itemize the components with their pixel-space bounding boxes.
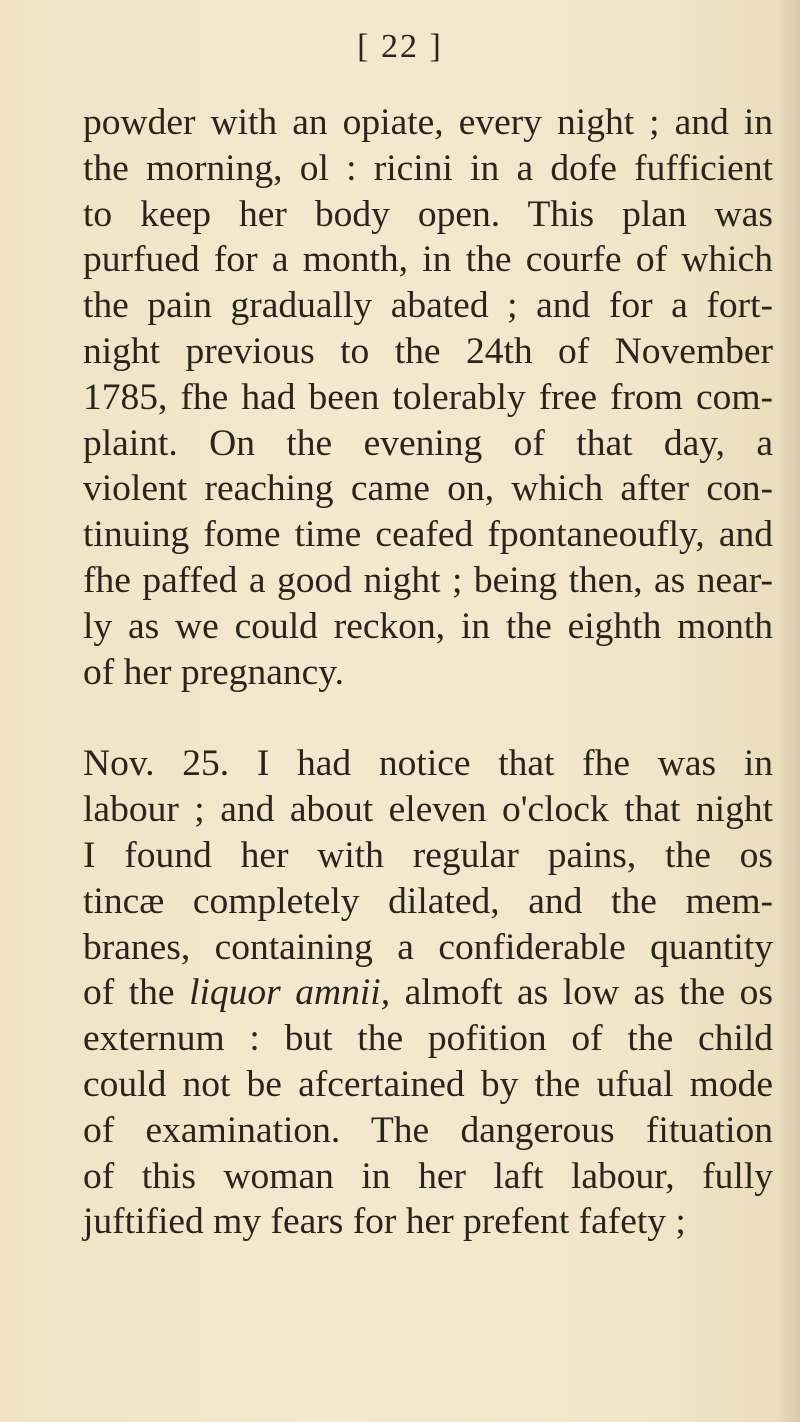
- text-line: Nov. 25. I had notice that fhe was in: [83, 743, 773, 785]
- body-text: [83, 100, 773, 1245]
- text-line: 1785, fhe had been tolerably free from com-: [83, 376, 773, 418]
- text-line: externum : but the pofition of the child: [83, 1018, 773, 1060]
- text-line: fhe paffed a good night ; being then, as near-: [83, 559, 773, 601]
- text-line: plaint. On the evening of that day, a: [83, 422, 773, 464]
- text-line: labour ; and about eleven o'clock that night: [83, 789, 773, 831]
- text-line: night previous to the 24th of November: [83, 330, 773, 372]
- text-line: of examination. The dangerous fituation: [83, 1109, 773, 1151]
- text-line-with-italic: [83, 970, 773, 1016]
- text-line: tinuing fome time ceafed fpontaneoufly, and: [83, 514, 773, 556]
- text-segment: almoft as low as the os: [390, 972, 773, 1014]
- paragraph-2: [83, 741, 773, 1245]
- paragraph-gap: [83, 695, 773, 741]
- text-line: powder with an opiate, every night ; and in: [83, 102, 773, 143]
- text-line: juftified my fears for her prefent fafety ;: [83, 1201, 686, 1243]
- text-line: to keep her body open. This plan was: [83, 193, 773, 235]
- paragraph-1: [83, 100, 773, 695]
- text-line: ly as we could reckon, in the eighth month: [83, 605, 773, 647]
- text-line: of her pregnancy.: [83, 651, 344, 693]
- text-line: of this woman in her laft labour, fully: [83, 1155, 773, 1197]
- text-line: violent reaching came on, which after con-: [83, 468, 773, 510]
- text-line: branes, containing a confiderable quantity: [83, 926, 773, 968]
- text-line: tincæ completely dilated, and the mem-: [83, 880, 773, 922]
- page-number: [ 22 ]: [357, 28, 443, 65]
- text-line: could not be afcertained by the ufual mode: [83, 1063, 773, 1105]
- text-line: the morning, ol : ricini in a dofe fufficient: [83, 147, 773, 189]
- page-edge-shadow: [778, 0, 800, 1422]
- text-line: the pain gradually abated ; and for a fort-: [83, 285, 773, 327]
- italic-term: liquor amnii,: [189, 972, 391, 1014]
- text-line: I found her with regular pains, the os: [83, 834, 773, 876]
- text-segment: of the: [83, 972, 190, 1014]
- text-line: purfued for a month, in the courfe of which: [83, 239, 773, 281]
